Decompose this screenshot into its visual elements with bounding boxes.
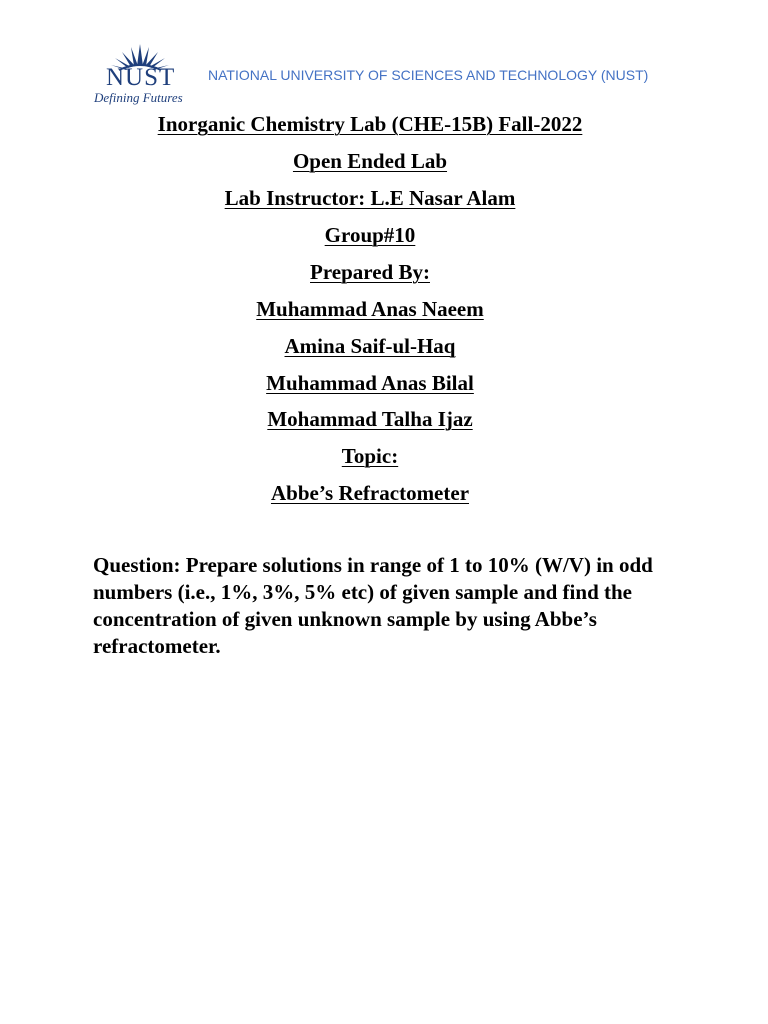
lab-instructor: Lab Instructor: L.E Nasar Alam [224, 186, 516, 210]
topic-title: Abbe’s Refractometer [270, 481, 470, 505]
member-name: Muhammad Anas Naeem [256, 297, 484, 321]
lab-question: Question: Prepare solutions in range of 1 to 10% (W/V) in odd numbers (i.e., 1%, 3%, 5% etc) of given sample and find the concentration of given unknown sample by using Abbe’s refractometer. [93, 553, 653, 658]
course-title: Inorganic Chemistry Lab (CHE-15B) Fall-2022 [157, 112, 583, 136]
logo-tagline: Defining Futures [94, 90, 183, 105]
nust-logo [92, 42, 192, 108]
group-number: Group#10 [324, 223, 416, 247]
member-name: Amina Saif-ul-Haq [284, 334, 456, 358]
logo-wordmark: NUST [106, 64, 176, 91]
topic-label: Topic: [341, 444, 399, 468]
member-name: Muhammad Anas Bilal [266, 371, 474, 395]
prepared-by-label: Prepared By: [310, 260, 430, 284]
member-name: Mohammad Talha Ijaz [267, 407, 473, 431]
university-name: NATIONAL UNIVERSITY OF SCIENCES AND TECHNOLOGY (NUST) [208, 67, 649, 83]
lab-type: Open Ended Lab [292, 149, 448, 173]
